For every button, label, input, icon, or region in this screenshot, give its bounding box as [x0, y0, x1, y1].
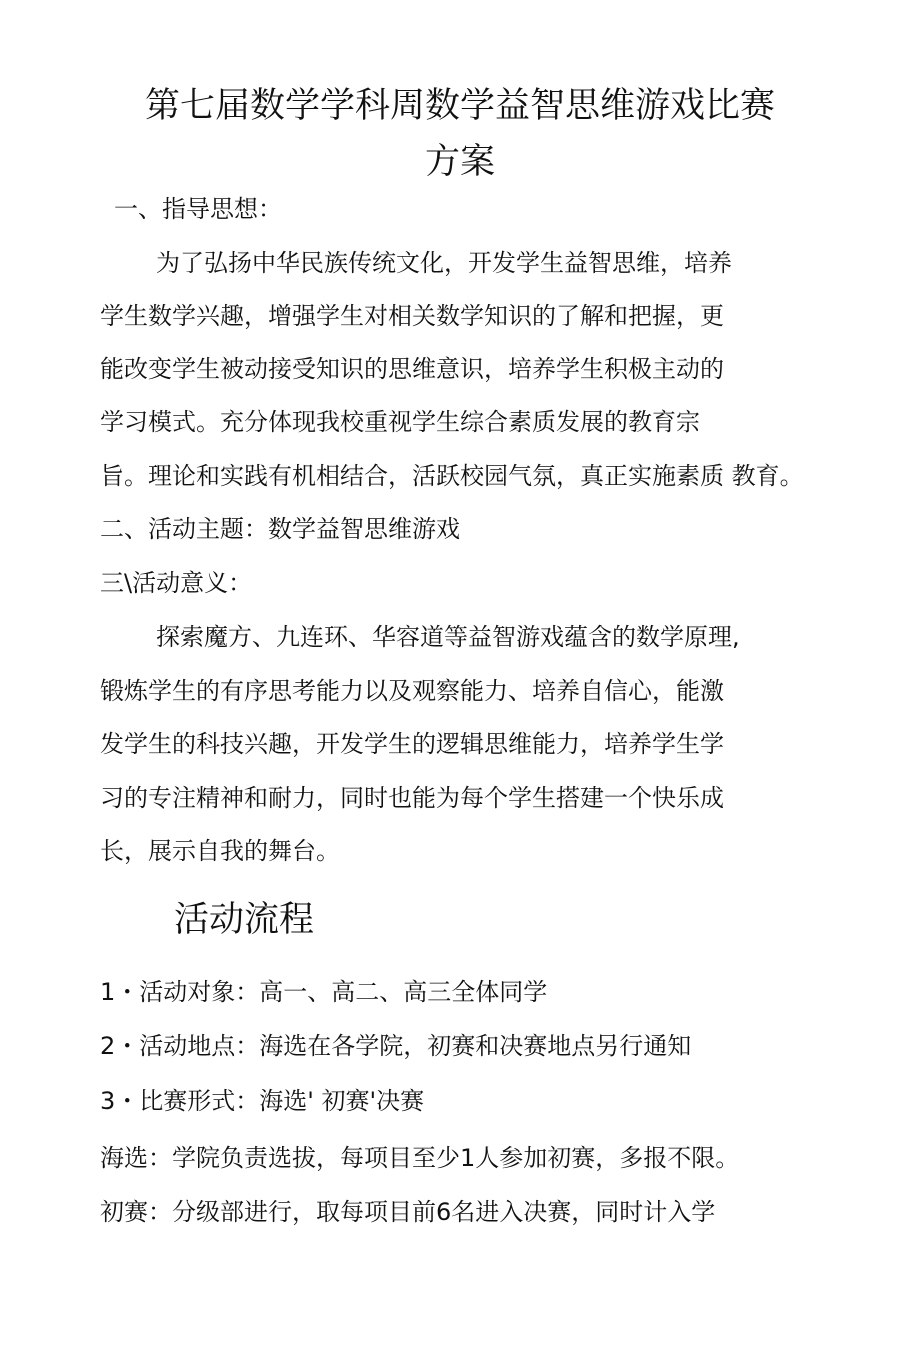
section-1-heading: 一、指导思想：: [114, 195, 282, 223]
section-2-heading: 二、活动主题：数学益智思维游戏: [100, 515, 460, 543]
section-3-paragraph-line: 发学生的科技兴趣，开发学生的逻辑思维能力，培养学生学: [100, 730, 724, 758]
detail-line: 初赛：分级部进行，取每项目前6名进入决赛，同时计入学: [100, 1198, 716, 1226]
document-title-line-2: 方案: [424, 142, 495, 182]
section-3-paragraph-line: 探索魔方、九连环、华容道等益智游戏蕴含的数学原理,: [156, 623, 740, 651]
flow-heading: 活动流程: [174, 900, 315, 940]
section-3-paragraph-line: 长，展示自我的舞台。: [100, 837, 340, 865]
section-1-paragraph-line: 为了弘扬中华民族传统文化，开发学生益智思维，培养: [156, 249, 732, 277]
section-3-paragraph-line: 习的专注精神和耐力，同时也能为每个学生搭建一个快乐成: [100, 784, 724, 812]
section-1-paragraph-line: 能改变学生被动接受知识的思维意识，培养学生积极主动的: [100, 355, 724, 383]
flow-item: 2・活动地点：海选在各学院，初赛和决赛地点另行通知: [100, 1032, 692, 1060]
document-title-line-1: 第七届数学学科周数学益智思维游戏比赛: [144, 86, 775, 126]
section-3-heading: 三\活动意义：: [100, 569, 253, 597]
flow-item: 3・比赛形式：海选' 初赛'决赛: [100, 1087, 425, 1115]
flow-item: 1・活动对象：高一、高二、高三全体同学: [100, 978, 548, 1006]
section-1-paragraph-line: 学习模式。充分体现我校重视学生综合素质发展的教育宗: [100, 408, 700, 436]
section-1-paragraph-line: 学生数学兴趣，增强学生对相关数学知识的了解和把握，更: [100, 302, 724, 330]
section-3-paragraph-line: 锻炼学生的有序思考能力以及观察能力、培养自信心，能激: [100, 677, 724, 705]
detail-line: 海选：学院负责选拔，每项目至少1人参加初赛，多报不限。: [100, 1144, 740, 1172]
section-1-paragraph-line: 旨。理论和实践有机相结合，活跃校园气氛，真正实施素质 教育。: [100, 462, 804, 490]
